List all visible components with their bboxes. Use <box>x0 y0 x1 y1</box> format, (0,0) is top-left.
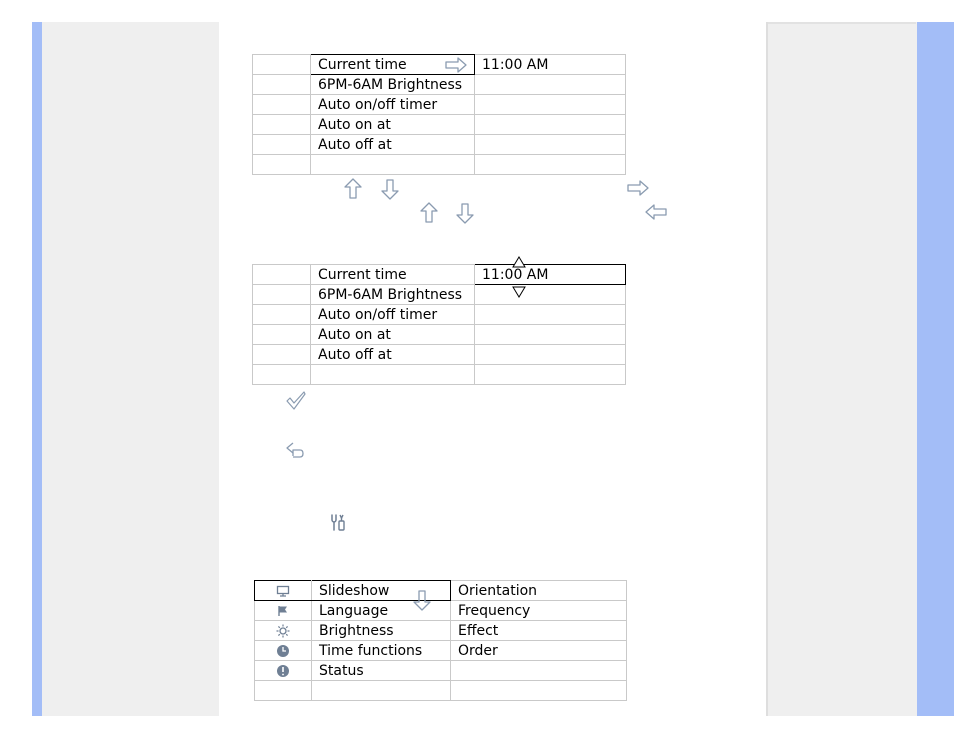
table-cell <box>451 681 627 701</box>
table-cell <box>255 621 312 641</box>
status-info-icon <box>276 664 290 678</box>
menu-value <box>475 325 626 345</box>
menu-value <box>475 95 626 115</box>
submenu-item-orientation[interactable]: Orientation <box>451 581 627 601</box>
table-row <box>253 75 626 95</box>
arrow-down-icon <box>413 589 431 611</box>
menu-item-auto-timer[interactable]: Auto on/off timer <box>311 305 475 325</box>
spinner-down-icon[interactable] <box>512 286 526 298</box>
table-cell <box>475 365 626 385</box>
table-row <box>253 325 626 345</box>
menu-value <box>475 305 626 325</box>
right-frame-strip <box>917 22 954 716</box>
submenu-item-frequency[interactable]: Frequency <box>451 601 627 621</box>
table-cell <box>255 601 312 621</box>
table-cell <box>253 155 311 175</box>
table-row <box>255 581 627 601</box>
table-row <box>253 95 626 115</box>
table-cell <box>312 681 451 701</box>
menu-value <box>475 115 626 135</box>
table-cell <box>253 345 311 365</box>
table-cell <box>311 155 475 175</box>
table-row <box>255 641 627 661</box>
table-row <box>255 681 627 701</box>
table-row <box>253 285 626 305</box>
table-cell <box>451 661 627 681</box>
table-cell <box>253 325 311 345</box>
table-cell <box>253 75 311 95</box>
arrow-up-icon <box>420 202 438 224</box>
table-row <box>253 155 626 175</box>
menu-value <box>475 75 626 95</box>
table-row <box>253 135 626 155</box>
table-cell <box>311 365 475 385</box>
submenu-item-order[interactable]: Order <box>451 641 627 661</box>
table-cell <box>253 55 311 75</box>
menu-value <box>475 285 626 305</box>
time-value-editor[interactable] <box>475 265 626 285</box>
menu-item-brightness[interactable]: Brightness <box>312 621 451 641</box>
back-return-icon <box>285 442 307 460</box>
table-row <box>253 115 626 135</box>
menu-item-auto-off[interactable]: Auto off at <box>311 345 475 365</box>
menu-item-language[interactable]: Language <box>312 601 451 621</box>
menu-value <box>475 345 626 365</box>
menu-item-label: Slideshow <box>319 582 390 599</box>
time-functions-menu-table <box>252 54 626 175</box>
menu-item-brightness-schedule[interactable]: 6PM-6AM Brightness <box>311 75 475 95</box>
table-cell <box>253 285 311 305</box>
table-cell <box>253 305 311 325</box>
table-cell <box>475 155 626 175</box>
submenu-item-effect[interactable]: Effect <box>451 621 627 641</box>
menu-item-auto-off[interactable]: Auto off at <box>311 135 475 155</box>
menu-item-current-time[interactable]: Current time <box>311 265 475 285</box>
language-flag-icon <box>276 605 290 617</box>
table-cell <box>255 581 312 601</box>
menu-item-auto-on[interactable]: Auto on at <box>311 115 475 135</box>
menu-item-auto-on[interactable]: Auto on at <box>311 325 475 345</box>
table-row <box>253 365 626 385</box>
table-row <box>255 621 627 641</box>
spinner-up-icon[interactable] <box>512 256 526 268</box>
left-margin-panel <box>42 22 219 716</box>
left-frame-strip <box>32 22 42 716</box>
table-cell <box>255 641 312 661</box>
table-cell <box>253 135 311 155</box>
table-cell <box>253 365 311 385</box>
slideshow-icon <box>276 585 290 597</box>
menu-item-current-time[interactable] <box>311 55 475 75</box>
table-cell <box>253 265 311 285</box>
right-margin-panel <box>766 22 917 716</box>
table-cell <box>255 661 312 681</box>
menu-item-auto-timer[interactable]: Auto on/off timer <box>311 95 475 115</box>
arrow-down-icon <box>381 178 399 200</box>
brightness-icon <box>276 624 290 638</box>
menu-item-brightness-schedule[interactable]: 6PM-6AM Brightness <box>311 285 475 305</box>
checkmark-icon <box>285 390 307 412</box>
table-row <box>253 345 626 365</box>
table-cell <box>255 681 312 701</box>
table-row <box>253 55 626 75</box>
time-edit-menu-table <box>252 264 626 385</box>
arrow-left-icon <box>644 204 668 220</box>
arrow-up-icon <box>344 178 362 200</box>
menu-item-label: Current time <box>318 56 407 73</box>
table-cell <box>253 115 311 135</box>
arrow-right-icon <box>626 180 650 196</box>
table-row <box>253 305 626 325</box>
time-value: 11:00 AM <box>482 266 549 283</box>
arrow-right-icon <box>444 57 468 73</box>
arrow-down-icon <box>456 202 474 224</box>
menu-item-status[interactable]: Status <box>312 661 451 681</box>
menu-value <box>475 135 626 155</box>
menu-value: 11:00 AM <box>475 55 626 75</box>
table-cell <box>253 95 311 115</box>
table-row <box>253 265 626 285</box>
main-menu-table <box>254 580 627 701</box>
menu-item-time-functions[interactable]: Time functions <box>312 641 451 661</box>
clock-icon <box>276 644 290 658</box>
table-row <box>255 601 627 621</box>
setup-tools-icon <box>329 514 347 532</box>
table-row <box>255 661 627 681</box>
